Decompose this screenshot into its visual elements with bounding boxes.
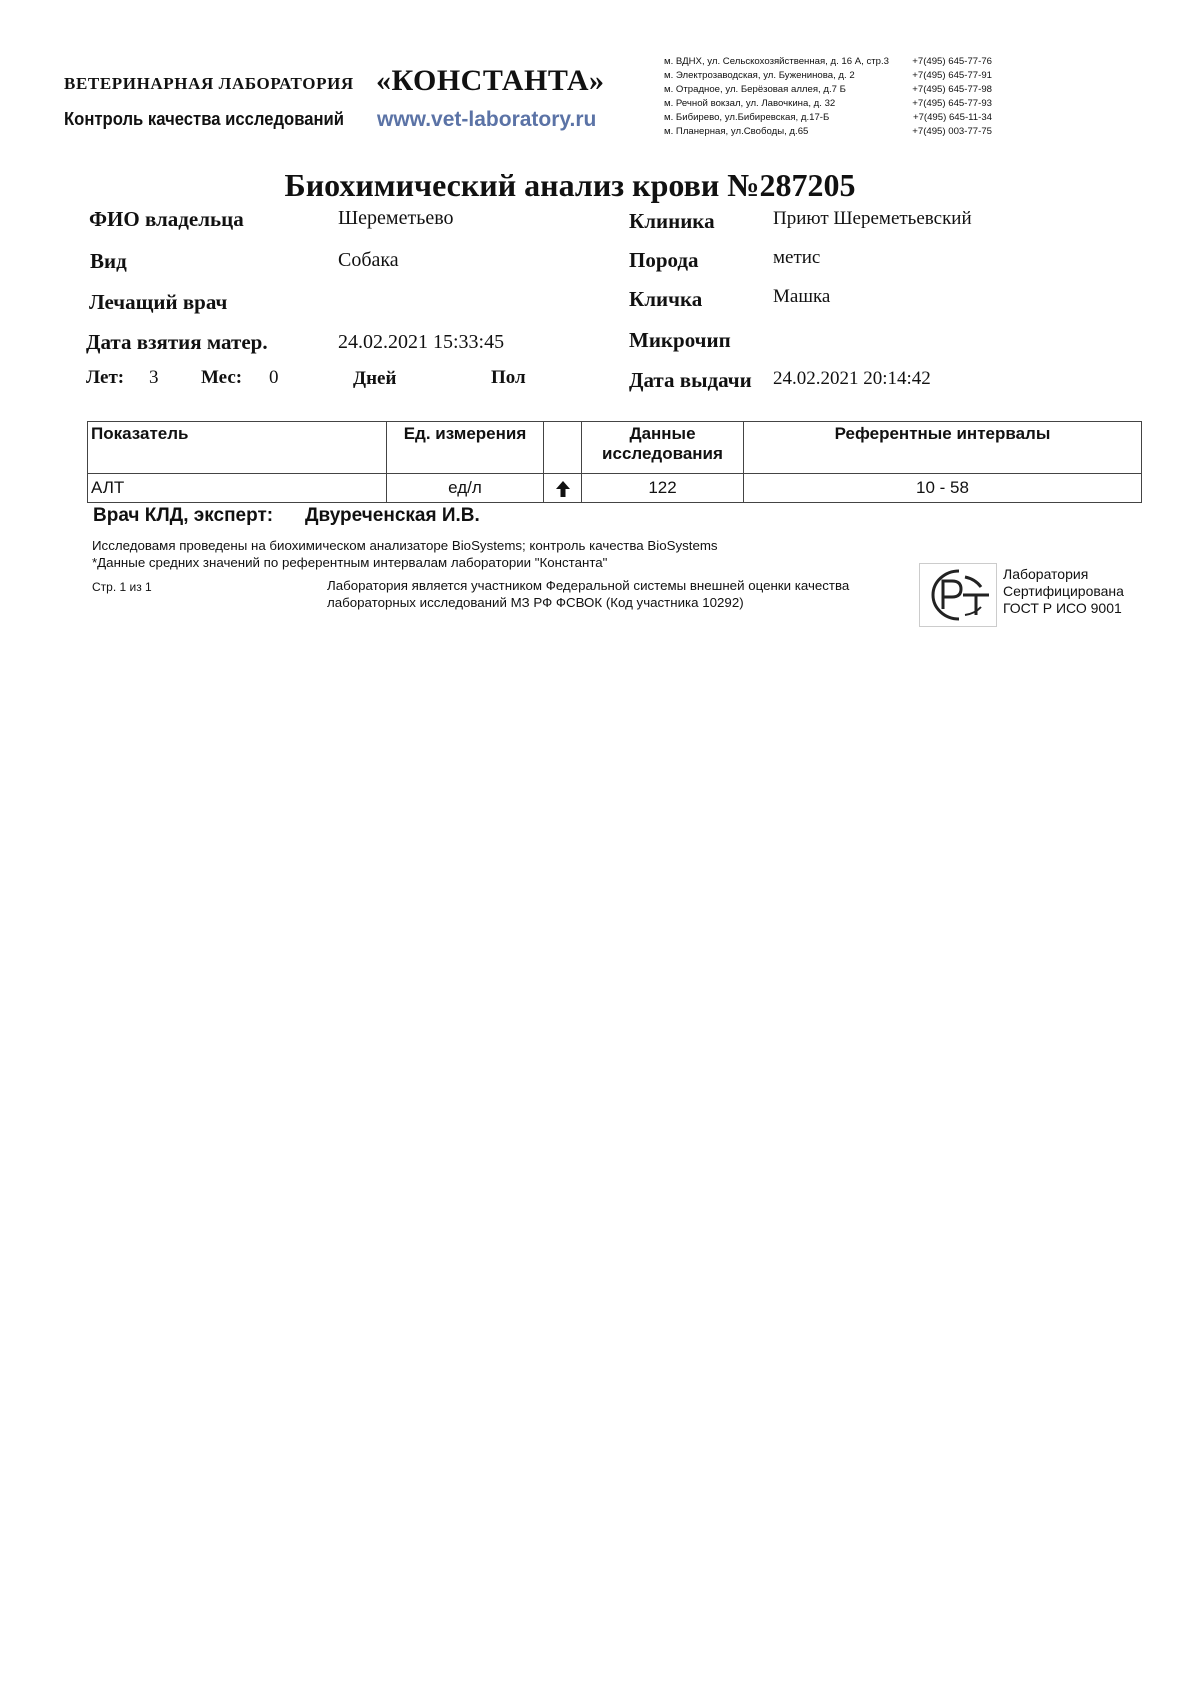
days-label: Дней bbox=[353, 368, 397, 389]
header-data-line2: исследования bbox=[602, 444, 723, 463]
address-item: м. Планерная, ул.Свободы, д.65 bbox=[664, 126, 809, 137]
website-link[interactable]: www.vet-laboratory.ru bbox=[377, 108, 597, 131]
quality-control-text: Контроль качества исследований bbox=[64, 108, 345, 129]
owner-label: ФИО владельца bbox=[89, 207, 244, 231]
header-flag bbox=[544, 422, 582, 474]
fsvok-member-text bbox=[327, 577, 849, 611]
address-item: м. Отрадное, ул. Берёзовая аллея, д.7 Б bbox=[664, 84, 846, 95]
cert-line: Лаборатория bbox=[1003, 566, 1089, 582]
header-data-line1: Данные bbox=[629, 424, 696, 443]
address-item: м. Бибирево, ул.Бибиревская, д.17-Б bbox=[664, 112, 830, 123]
species-label: Вид bbox=[90, 249, 127, 273]
cert-line: ГОСТ Р ИСО 9001 bbox=[1003, 600, 1122, 616]
phone-item: +7(495) 645-77-76 bbox=[912, 56, 992, 67]
results-table bbox=[87, 421, 1142, 503]
cert-line: Сертифицирована bbox=[1003, 583, 1124, 599]
header-indicator: Показатель bbox=[88, 422, 387, 474]
phone-item: +7(495) 003-77-75 bbox=[912, 126, 992, 137]
pet-name-label: Кличка bbox=[629, 287, 703, 311]
date-taken-label: Дата взятия матер. bbox=[86, 330, 268, 354]
cell-unit: ед/л bbox=[387, 474, 544, 503]
doctor-name: Двуреченская И.В. bbox=[305, 505, 480, 526]
months-value: 0 bbox=[269, 367, 279, 388]
table-header-row bbox=[88, 422, 1142, 474]
phone-item: +7(495) 645-77-91 bbox=[912, 70, 992, 81]
pet-name-value: Машка bbox=[773, 286, 831, 307]
clinic-label: Клиника bbox=[629, 209, 715, 233]
member-line: Лаборатория является участником Федеральной системы внешней оценки качества bbox=[327, 578, 850, 593]
rst-certification-logo bbox=[919, 563, 997, 627]
header-reference: Референтные интервалы bbox=[744, 422, 1142, 474]
clinic-value: Приют Шереметьевский bbox=[773, 208, 972, 229]
breed-value: метис bbox=[773, 247, 821, 268]
address-list bbox=[664, 55, 889, 139]
cell-indicator: АЛТ bbox=[88, 474, 387, 503]
member-line: лабораторных исследований МЗ РФ ФСВОК (Код участника 10292) bbox=[327, 595, 744, 610]
species-value: Собака bbox=[338, 249, 399, 271]
cell-value: 122 bbox=[582, 474, 744, 503]
phone-item: +7(495) 645-77-93 bbox=[912, 98, 992, 109]
lab-name: «КОНСТАНТА» bbox=[376, 64, 605, 97]
address-item: м. Электрозаводская, ул. Буженинова, д. 2 bbox=[664, 70, 855, 81]
cell-flag bbox=[544, 474, 582, 503]
issue-date-value: 24.02.2021 20:14:42 bbox=[773, 368, 931, 389]
years-value: 3 bbox=[149, 367, 159, 388]
owner-value: Шереметьево bbox=[338, 207, 454, 229]
sex-label: Пол bbox=[491, 367, 526, 388]
microchip-label: Микрочип bbox=[629, 328, 731, 352]
table-row bbox=[88, 474, 1142, 503]
header-data bbox=[582, 422, 744, 474]
document-title: Биохимический анализ крови №287205 bbox=[284, 167, 856, 203]
analyzer-note: Исследовамя проведены на биохимическом анализаторе BioSystems; контроль качества BioSystems bbox=[92, 538, 718, 553]
lab-type: ВЕТЕРИНАРНАЯ ЛАБОРАТОРИЯ bbox=[64, 74, 354, 93]
reference-note: *Данные средних значений по референтным интервалам лаборатории "Константа" bbox=[92, 555, 608, 570]
doctor-label: Врач КЛД, эксперт: bbox=[93, 505, 274, 526]
page-number: Стр. 1 из 1 bbox=[92, 580, 152, 594]
phone-list bbox=[900, 55, 992, 139]
attending-doctor-label: Лечащий врач bbox=[89, 290, 228, 314]
issue-date-label: Дата выдачи bbox=[629, 368, 752, 392]
breed-label: Порода bbox=[629, 248, 699, 272]
address-item: м. ВДНХ, ул. Сельскохозяйственная, д. 16 А, стр.3 bbox=[664, 56, 890, 67]
years-label: Лет: bbox=[86, 367, 125, 388]
date-taken-value: 24.02.2021 15:33:45 bbox=[338, 331, 505, 353]
cell-reference: 10 - 58 bbox=[744, 474, 1142, 503]
phone-item: +7(495) 645-77-98 bbox=[912, 84, 992, 95]
address-item: м. Речной вокзал, ул. Лавочкина, д. 32 bbox=[664, 98, 836, 109]
arrow-up-icon bbox=[555, 480, 571, 498]
phone-item: +7(495) 645-11-34 bbox=[912, 112, 992, 123]
header-unit: Ед. измерения bbox=[387, 422, 544, 474]
months-label: Мес: bbox=[201, 367, 243, 388]
certification-text bbox=[1003, 566, 1124, 617]
